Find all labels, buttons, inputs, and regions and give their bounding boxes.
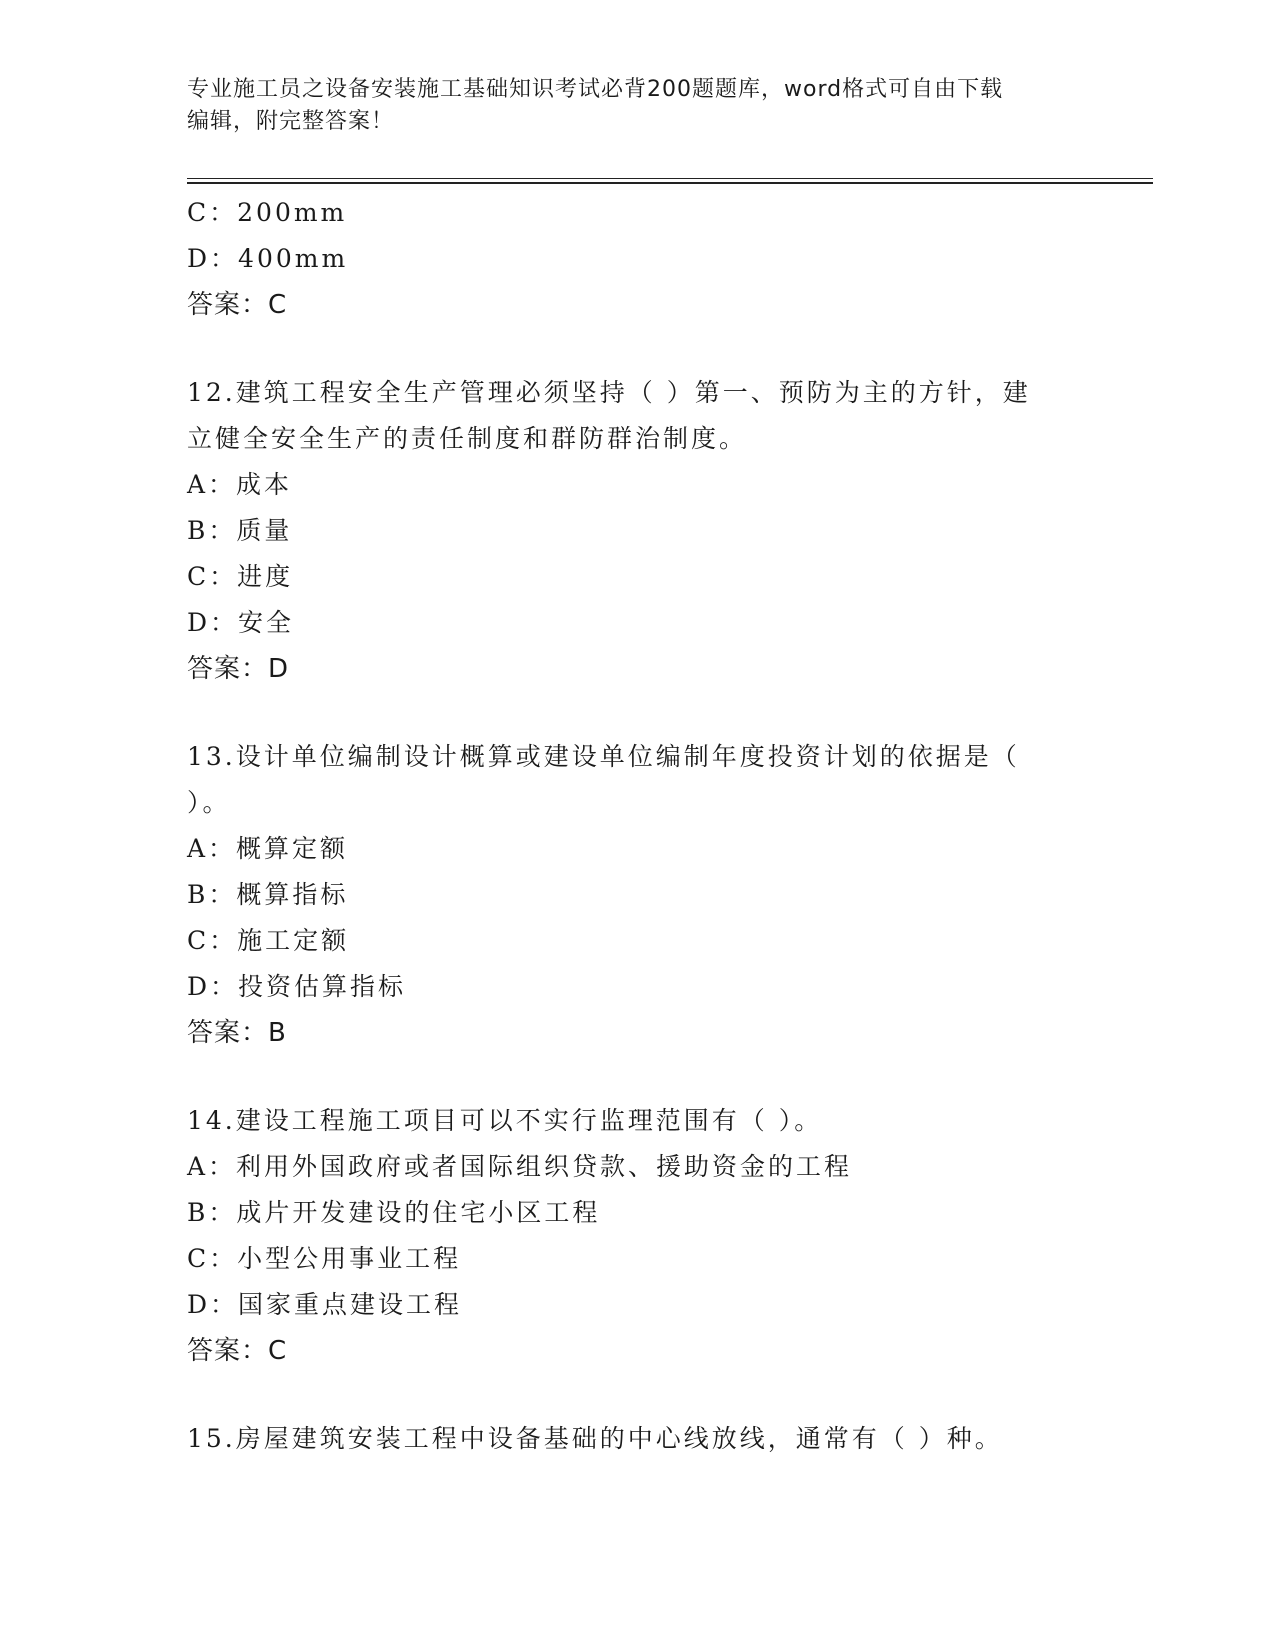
question-stem-line-1: 12.建筑工程安全生产管理必须坚持（ ）第一、预防为主的方针，建	[187, 378, 1031, 407]
answer-line: 答案：C	[187, 1336, 288, 1366]
option-c: C：小型公用事业工程	[187, 1244, 462, 1273]
answer-line: 答案：D	[187, 654, 290, 684]
question-13	[187, 734, 1067, 1056]
option-a: A：成本	[187, 470, 293, 499]
option-b: B：质量	[187, 516, 293, 545]
option-c: C：进度	[187, 562, 294, 591]
question-stem-line-1: 14.建设工程施工项目可以不实行监理范围有（ ）。	[187, 1106, 823, 1135]
option-d: D：安全	[187, 608, 295, 637]
option-d: D：投资估算指标	[187, 972, 407, 1001]
header-divider-thick	[187, 182, 1153, 184]
option-b: B：成片开发建设的住宅小区工程	[187, 1198, 601, 1227]
option-a: A：概算定额	[187, 834, 349, 863]
question-stem-line-1: 15.房屋建筑安装工程中设备基础的中心线放线，通常有（ ）种。	[187, 1424, 1003, 1453]
question-stem-line-1: 13.设计单位编制设计概算或建设单位编制年度投资计划的依据是（	[187, 742, 1020, 771]
header-divider-thin	[187, 178, 1153, 179]
option-a: A：利用外国政府或者国际组织贷款、援助资金的工程	[187, 1152, 853, 1181]
question-14	[187, 1098, 1067, 1374]
answer-line: 答案：C	[187, 290, 288, 320]
option-c: C：200mm	[187, 198, 348, 227]
header-line-1: 专业施工员之设备安装施工基础知识考试必背200题题库，word格式可自由下载	[187, 77, 1004, 102]
partial-question	[187, 190, 1067, 328]
question-content	[187, 190, 1067, 1462]
question-12	[187, 370, 1067, 692]
question-stem-line-2: 立健全安全生产的责任制度和群防群治制度。	[187, 424, 748, 453]
header-line-2: 编辑，附完整答案！	[187, 109, 395, 134]
answer-line: 答案：B	[187, 1018, 287, 1048]
question-15	[187, 1416, 1067, 1462]
question-stem-line-2: ）。	[187, 788, 231, 817]
option-d: D：400mm	[187, 244, 349, 273]
option-d: D：国家重点建设工程	[187, 1290, 463, 1319]
document-header	[187, 74, 1067, 138]
option-b: B：概算指标	[187, 880, 349, 909]
option-c: C：施工定额	[187, 926, 350, 955]
